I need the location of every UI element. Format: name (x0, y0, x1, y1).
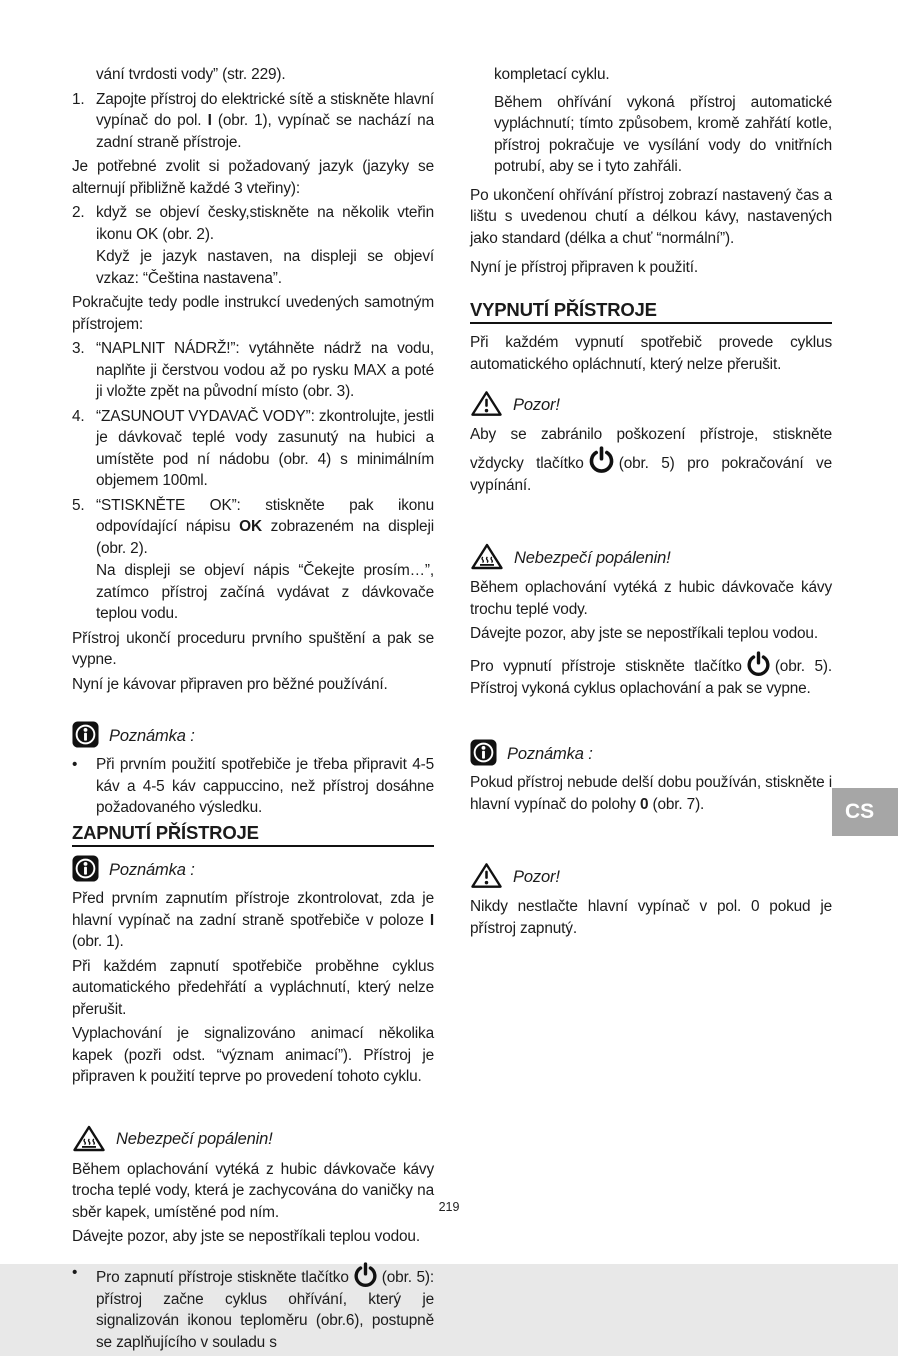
text-bold: 0 (639, 795, 649, 813)
note-label: Poznámka : (109, 726, 195, 745)
numbered-item-5 (72, 495, 434, 625)
note-row (72, 855, 434, 882)
text-pre: Pokud přístroj nebude delší dobu používán, stiskněte i hlavní vypínač do polohy (470, 774, 832, 813)
section-heading-vypnuti: VYPNUTÍ PŘÍSTROJE (470, 299, 832, 325)
item-text (96, 202, 434, 289)
page-number: 219 (438, 1200, 460, 1214)
section-heading-zapnuti: ZAPNUTÍ PŘÍSTROJE (72, 822, 434, 848)
item-number: 3. (72, 340, 85, 357)
paragraph-burn-2: Dávejte pozor, aby jste se nepostříkali teplou vodou. (470, 625, 818, 642)
numbered-item-1 (72, 89, 434, 154)
item-number: 5. (72, 496, 85, 514)
numbered-item-3 (72, 338, 434, 403)
paragraph-burn-2: Dávejte pozor, aby jste se nepostříkali teplou vodou. (72, 1228, 420, 1245)
burn-warning-row (470, 542, 832, 571)
warning-row (470, 389, 832, 418)
text-post: (obr. 5) pro pokračování ve vypínání. (470, 454, 832, 494)
paragraph-warning-2: Nikdy nestlačte hlavní vypínač v pol. 0 pokud je přístroj zapnutý. (470, 898, 832, 937)
paragraph-rinse: Vyplachování je signalizováno animací několika kapek (pozři odst. “význam animací”). Přístroj je připraven k použití teprve po provedení tohoto cyklu. (72, 1025, 434, 1085)
burn-warning-row (72, 1124, 434, 1153)
item-text: “NAPLNIT NÁDRŽ!”: vytáhněte nádrž na vodu, naplňte ji čerstvou vodou až po rysku MAX a poté ji vložte zpět na původní místo (obr. 3). (96, 340, 434, 400)
item-text-main: když se objeví česky,stiskněte na několik vteřin ikonu OK (obr. 2). (96, 204, 434, 243)
text-bold: I (429, 911, 434, 929)
paragraph-ready: Nyní je přístroj připraven k použití. (470, 259, 698, 276)
paragraph-language: Je potřebné zvolit si požadovaný jazyk (jazyky se alternují přibližně každé 3 vteřiny): (72, 158, 434, 197)
bullet-marker: • (72, 756, 78, 773)
item-text-post: (obr. 1), vypínač se nachází na zadní straně přístroje. (96, 112, 434, 151)
text-post: (obr. 1). (72, 933, 124, 950)
warning-triangle-icon (470, 389, 503, 418)
paragraph-cycle: Při každém zapnutí spotřebiče proběhne cyklus automatického předehřátí a vypláchnutí, který nelze přerušit. (72, 957, 434, 1018)
burn-warning-label: Nebezpečí popálenin! (514, 548, 671, 567)
paragraph-before-on (72, 888, 434, 953)
paragraph-burn-1: Během oplachování vytéká z hubic dávkovače kávy trochu teplé vody. (470, 579, 832, 618)
info-icon (72, 855, 99, 882)
language-tab-cs: CS (832, 788, 898, 836)
item-subtext: Na displeji se objeví nápis “Čekejte prosím…”, zatímco přístroj začíná vydávat z dávkovače teplou vodu. (96, 562, 434, 622)
item-number: 2. (72, 204, 85, 221)
bullet-marker: • (72, 1263, 78, 1281)
warning-label: Pozor! (513, 395, 560, 414)
item-text-pre: Zapojte přístroj do elektrické sítě a stiskněte hlavní vypínač do pol. (96, 90, 434, 129)
bullet-item (72, 754, 434, 819)
item-text (96, 89, 434, 154)
numbered-item-4 (72, 406, 434, 492)
left-column (72, 64, 434, 1356)
numbered-item-2 (72, 202, 434, 289)
item-text-pre: “STISKNĚTE OK”: stiskněte pak ikonu odpovídající nápisu (96, 496, 434, 535)
warning-triangle-icon (470, 861, 503, 890)
paragraph-end-1: Přístroj ukončí proceduru prvního spuštění a pak se vypne. (72, 629, 434, 668)
item-text: “ZASUNOUT VYDAVAČ VODY”: zkontrolujte, jestli je dávkovač teplé vody zasunutý na hubici a umístěte pod ní nádobu (obr. 4) s minimálním objemem 100ml. (96, 407, 434, 489)
text-post: (obr. 5): přístroj začne cyklus ohřívání, který je signalizován ikonou teploměru (obr.6), postupně se zaplňujícího v souladu s (96, 1268, 434, 1351)
power-button-icon (352, 1262, 379, 1289)
paragraph-heating: Během ohřívání vykoná přístroj automatické vypláchnutí; tímto způsobem, kromě zahřátí kotle, přístroj pokračuje ve vysílání vody do vnitřních potrubí, aby se i tyto zahřáli. (494, 93, 832, 175)
paragraph-power-off (470, 651, 832, 700)
bullet-text: Při prvním použití spotřebiče je třeba připravit 4-5 káv a 4-5 káv cappuccino, než přístroj dosáhne požadovaného výsledku. (96, 756, 434, 816)
hot-surface-icon (72, 1124, 106, 1153)
paragraph-end-2: Nyní je kávovar připraven pro běžné používání. (72, 675, 388, 693)
power-button-icon (587, 446, 616, 475)
item-text-post: zobrazeném na displeji (obr. 2). (96, 518, 434, 557)
right-column (470, 64, 832, 942)
burn-warning-label: Nebezpečí popálenin! (116, 1130, 273, 1149)
note-row (470, 739, 832, 766)
power-button-icon (745, 651, 772, 678)
info-icon (470, 739, 497, 766)
continuation-text: kompletací cyklu. (494, 66, 610, 83)
text-post: (obr. 5). Přístroj vykoná cyklus oplachování a pak se vypne. (470, 657, 833, 697)
hot-surface-icon (470, 542, 504, 571)
bullet-power-item (72, 1262, 434, 1354)
continuation-text: vání tvrdosti vody” (str. 229). (96, 66, 286, 83)
text-pre: Pro zapnutí přístroje stiskněte tlačítko (96, 1268, 349, 1286)
paragraph-warning-1 (470, 424, 832, 496)
item-subtext: Když je jazyk nastaven, na displeji se objeví vzkaz: “Čeština nastavena”. (96, 248, 434, 287)
text-pre: Před prvním zapnutím přístroje zkontrolovat, zda je hlavní vypínač na zadní straně spotřebiče v poloze (72, 890, 434, 929)
item-text-bold: I (207, 112, 212, 129)
note-row (72, 721, 434, 748)
note-label: Poznámka : (507, 744, 593, 763)
text-pre: Aby se zabránilo poškození přístroje, stiskněte vždycky tlačítko (470, 426, 832, 472)
note-label: Poznámka : (109, 860, 195, 879)
paragraph-off: Při každém vypnutí spotřebič provede cyklus automatického opláchnutí, který nelze přerušit. (470, 334, 832, 373)
item-text-bold: OK (239, 518, 262, 535)
warning-row (470, 861, 832, 890)
item-text (96, 495, 434, 625)
paragraph-continue: Pokračujte tedy podle instrukcí uvedených samotným přístrojem: (72, 294, 434, 333)
text-post: (obr. 7). (648, 795, 705, 813)
paragraph-burn-1: Během oplachování vytéká z hubic dávkovače kávy trocha teplé vody, která je zachycována do vaničky na sběr kapek, umístěné pod ním. (72, 1160, 434, 1221)
bullet-text (96, 1262, 434, 1354)
item-number: 4. (72, 407, 85, 425)
item-number: 1. (72, 90, 85, 108)
paragraph-note (470, 772, 832, 815)
warning-label: Pozor! (513, 867, 560, 886)
info-icon (72, 721, 99, 748)
paragraph-display: Po ukončení ohřívání přístroj zobrazí nastavený čas a lištu s uvedenou chutí a délkou kávy, nastavených jako standard (délka a chuť “normální”). (470, 186, 832, 247)
text-pre: Pro vypnutí přístroje stiskněte tlačítko (470, 657, 742, 675)
